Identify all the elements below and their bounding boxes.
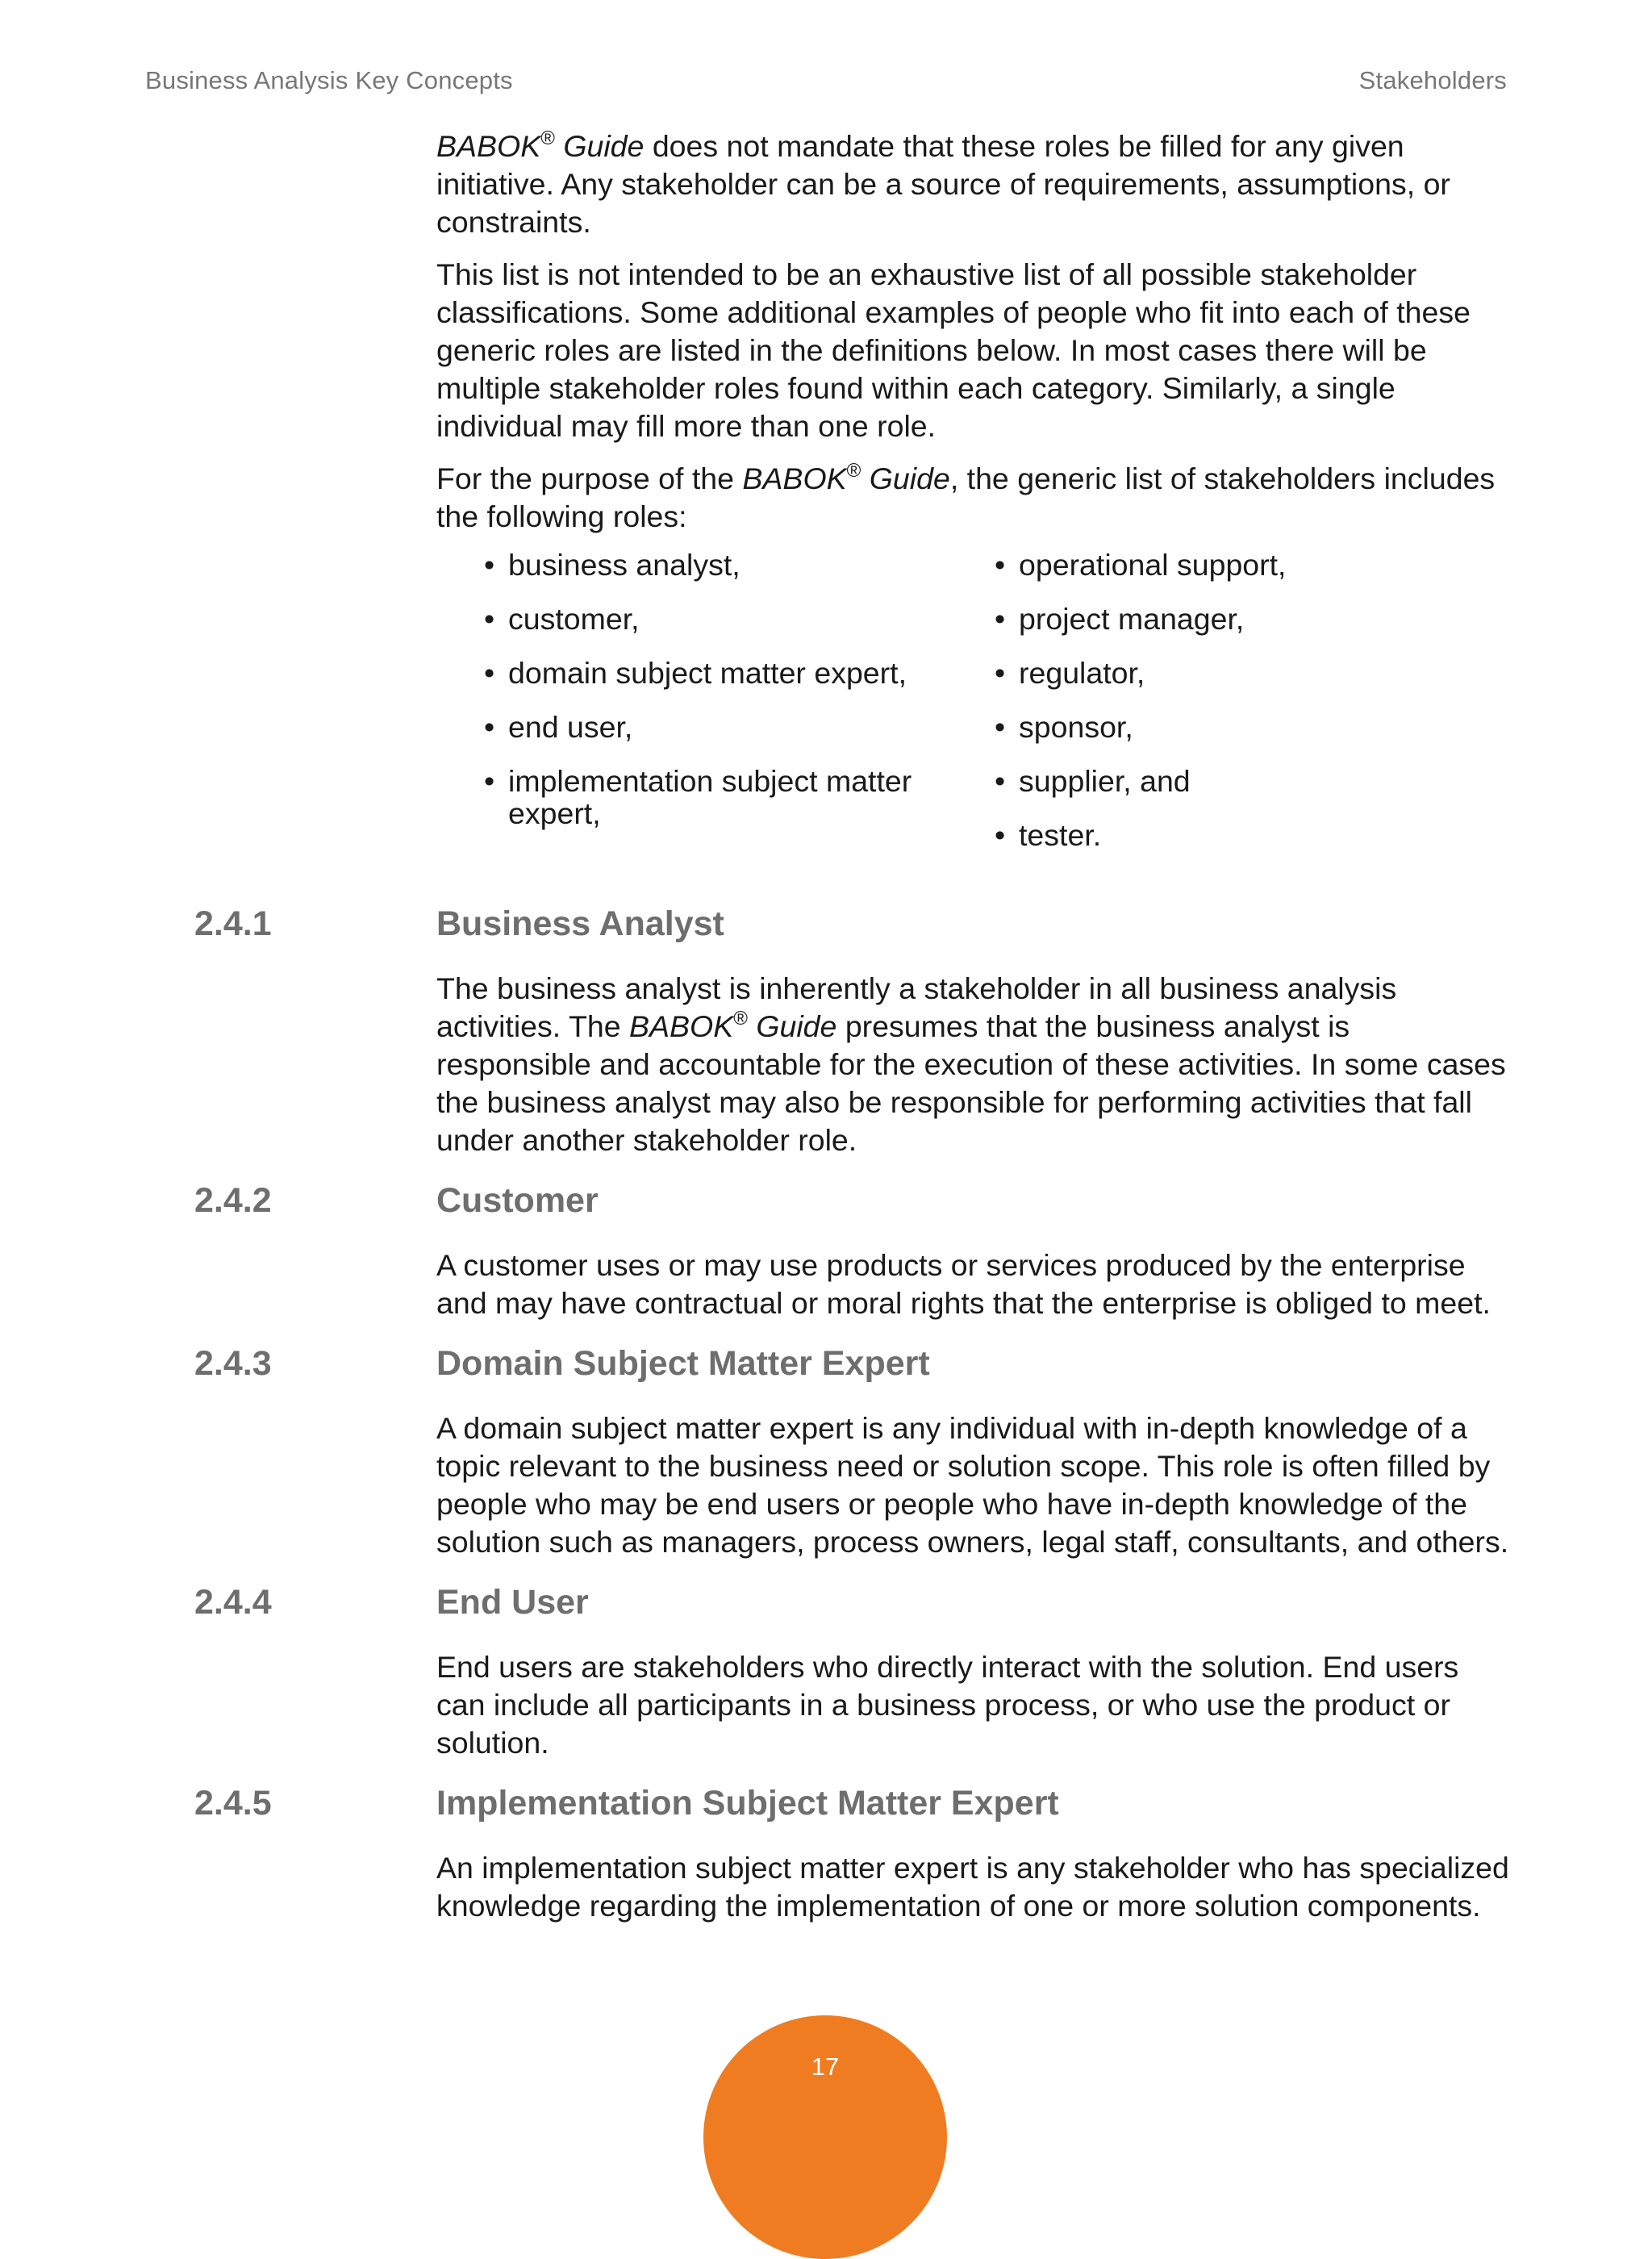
section-text: End users are stakeholders who directly interact with the solution. End users can include all participants in a business process, or who use the product or solution. [436,1650,1459,1760]
registered-mark: ® [540,127,555,149]
list-item: • operational support, [995,548,1287,582]
section-number: 2.4.2 [194,1181,272,1220]
bullet-icon: • [995,710,1006,744]
stakeholder-roles-list [436,549,1509,873]
intro-paragraph-1-text: does not mandate that these roles be filled for any given initiative. Any stakeholder can be a source of requirements, assumptions, or constraints. [436,129,1450,239]
list-item: • end user, [484,710,633,744]
list-item: • business analyst, [484,548,740,582]
list-item: • regulator, [995,656,1145,690]
babok-title: BABOK [629,1009,734,1043]
section-title: Business Analyst [436,904,724,943]
bullet-icon: • [484,764,495,798]
bullet-icon: • [995,548,1006,582]
bullet-icon: • [995,602,1006,636]
intro-paragraph-3: For the purpose of the BABOK® Guide, the generic list of stakeholders includes the following roles: [436,459,1496,533]
registered-mark: ® [733,1007,748,1029]
babok-title: BABOK [742,461,847,495]
bullet-icon: • [995,818,1006,852]
list-item: • tester. [995,818,1102,852]
registered-mark: ® [846,459,861,482]
running-header-left: Business Analysis Key Concepts [145,66,513,94]
section-end-user [194,1579,1509,1762]
section-text: A domain subject matter expert is any individual with in-depth knowledge of a topic relevant to the business need or solution scope. This role is often filled by people who may be end users or people who have in-depth knowledge of the solution such as managers, process owners, legal staff, consultants, and others. [436,1411,1509,1559]
section-title: Domain Subject Matter Expert [436,1344,930,1383]
bullet-icon: • [995,656,1006,690]
roles-column-2 [995,549,1446,873]
bullet-icon: • [484,548,495,582]
list-item: • supplier, and [995,764,1191,798]
list-item: • implementation subject matter expert, [484,764,912,830]
section-number: 2.4.5 [194,1784,272,1823]
section-text: An implementation subject matter expert is any stakeholder who has specialized knowledge regarding the implementation of one or more solution components. [436,1851,1509,1923]
bullet-icon: • [484,710,495,744]
list-item: • domain subject matter expert, [484,656,907,690]
page-number-tab [703,2015,947,2259]
bullet-icon: • [484,602,495,636]
page-number: 17 [811,2052,840,2081]
guide-title: Guide [869,461,950,495]
running-header-right: Stakeholders [1358,66,1507,94]
intro-paragraph-1 [436,127,1509,241]
page-content [194,127,1509,1943]
section-number: 2.4.1 [194,904,272,943]
section-text: A customer uses or may use products or services produced by the enterprise and may have contractual or moral rights that the enterprise is obliged to meet. [436,1248,1491,1320]
bullet-icon: • [484,656,495,690]
intro-paragraph-2: This list is not intended to be an exhaustive list of all possible stakeholder classifications. Some additional examples of people who fit into each of these generic roles are listed in the definitions below. In most cases there will be multiple stakeholder roles found within each category. Similarly, a single individual may fill more than one role. [436,257,1471,443]
list-item: • sponsor, [995,710,1133,744]
guide-title: Guide [756,1009,837,1043]
list-item: • customer, [484,602,640,636]
section-customer [194,1177,1509,1322]
babok-title: BABOK [436,129,541,163]
section-title: End User [436,1583,589,1622]
list-item: • project manager, [995,602,1245,636]
section-title: Customer [436,1181,599,1220]
section-number: 2.4.3 [194,1344,272,1383]
bullet-icon: • [995,764,1006,798]
section-text: The business analyst is inherently a stakeholder in all business analysis activities. The BABOK® Guide presumes that the business analyst is responsible and accountable for the execution of these activities. In some cases the business analyst may also be responsible for performing activities that fall under another stakeholder role. [436,971,1506,1157]
roles-column-1 [436,549,995,873]
section-number: 2.4.4 [194,1583,272,1622]
section-business-analyst [194,900,1509,1159]
section-title: Implementation Subject Matter Expert [436,1784,1059,1823]
section-domain-subject-matter-expert [194,1340,1509,1561]
section-implementation-subject-matter-expert [194,1780,1509,1925]
guide-title: Guide [563,129,645,163]
